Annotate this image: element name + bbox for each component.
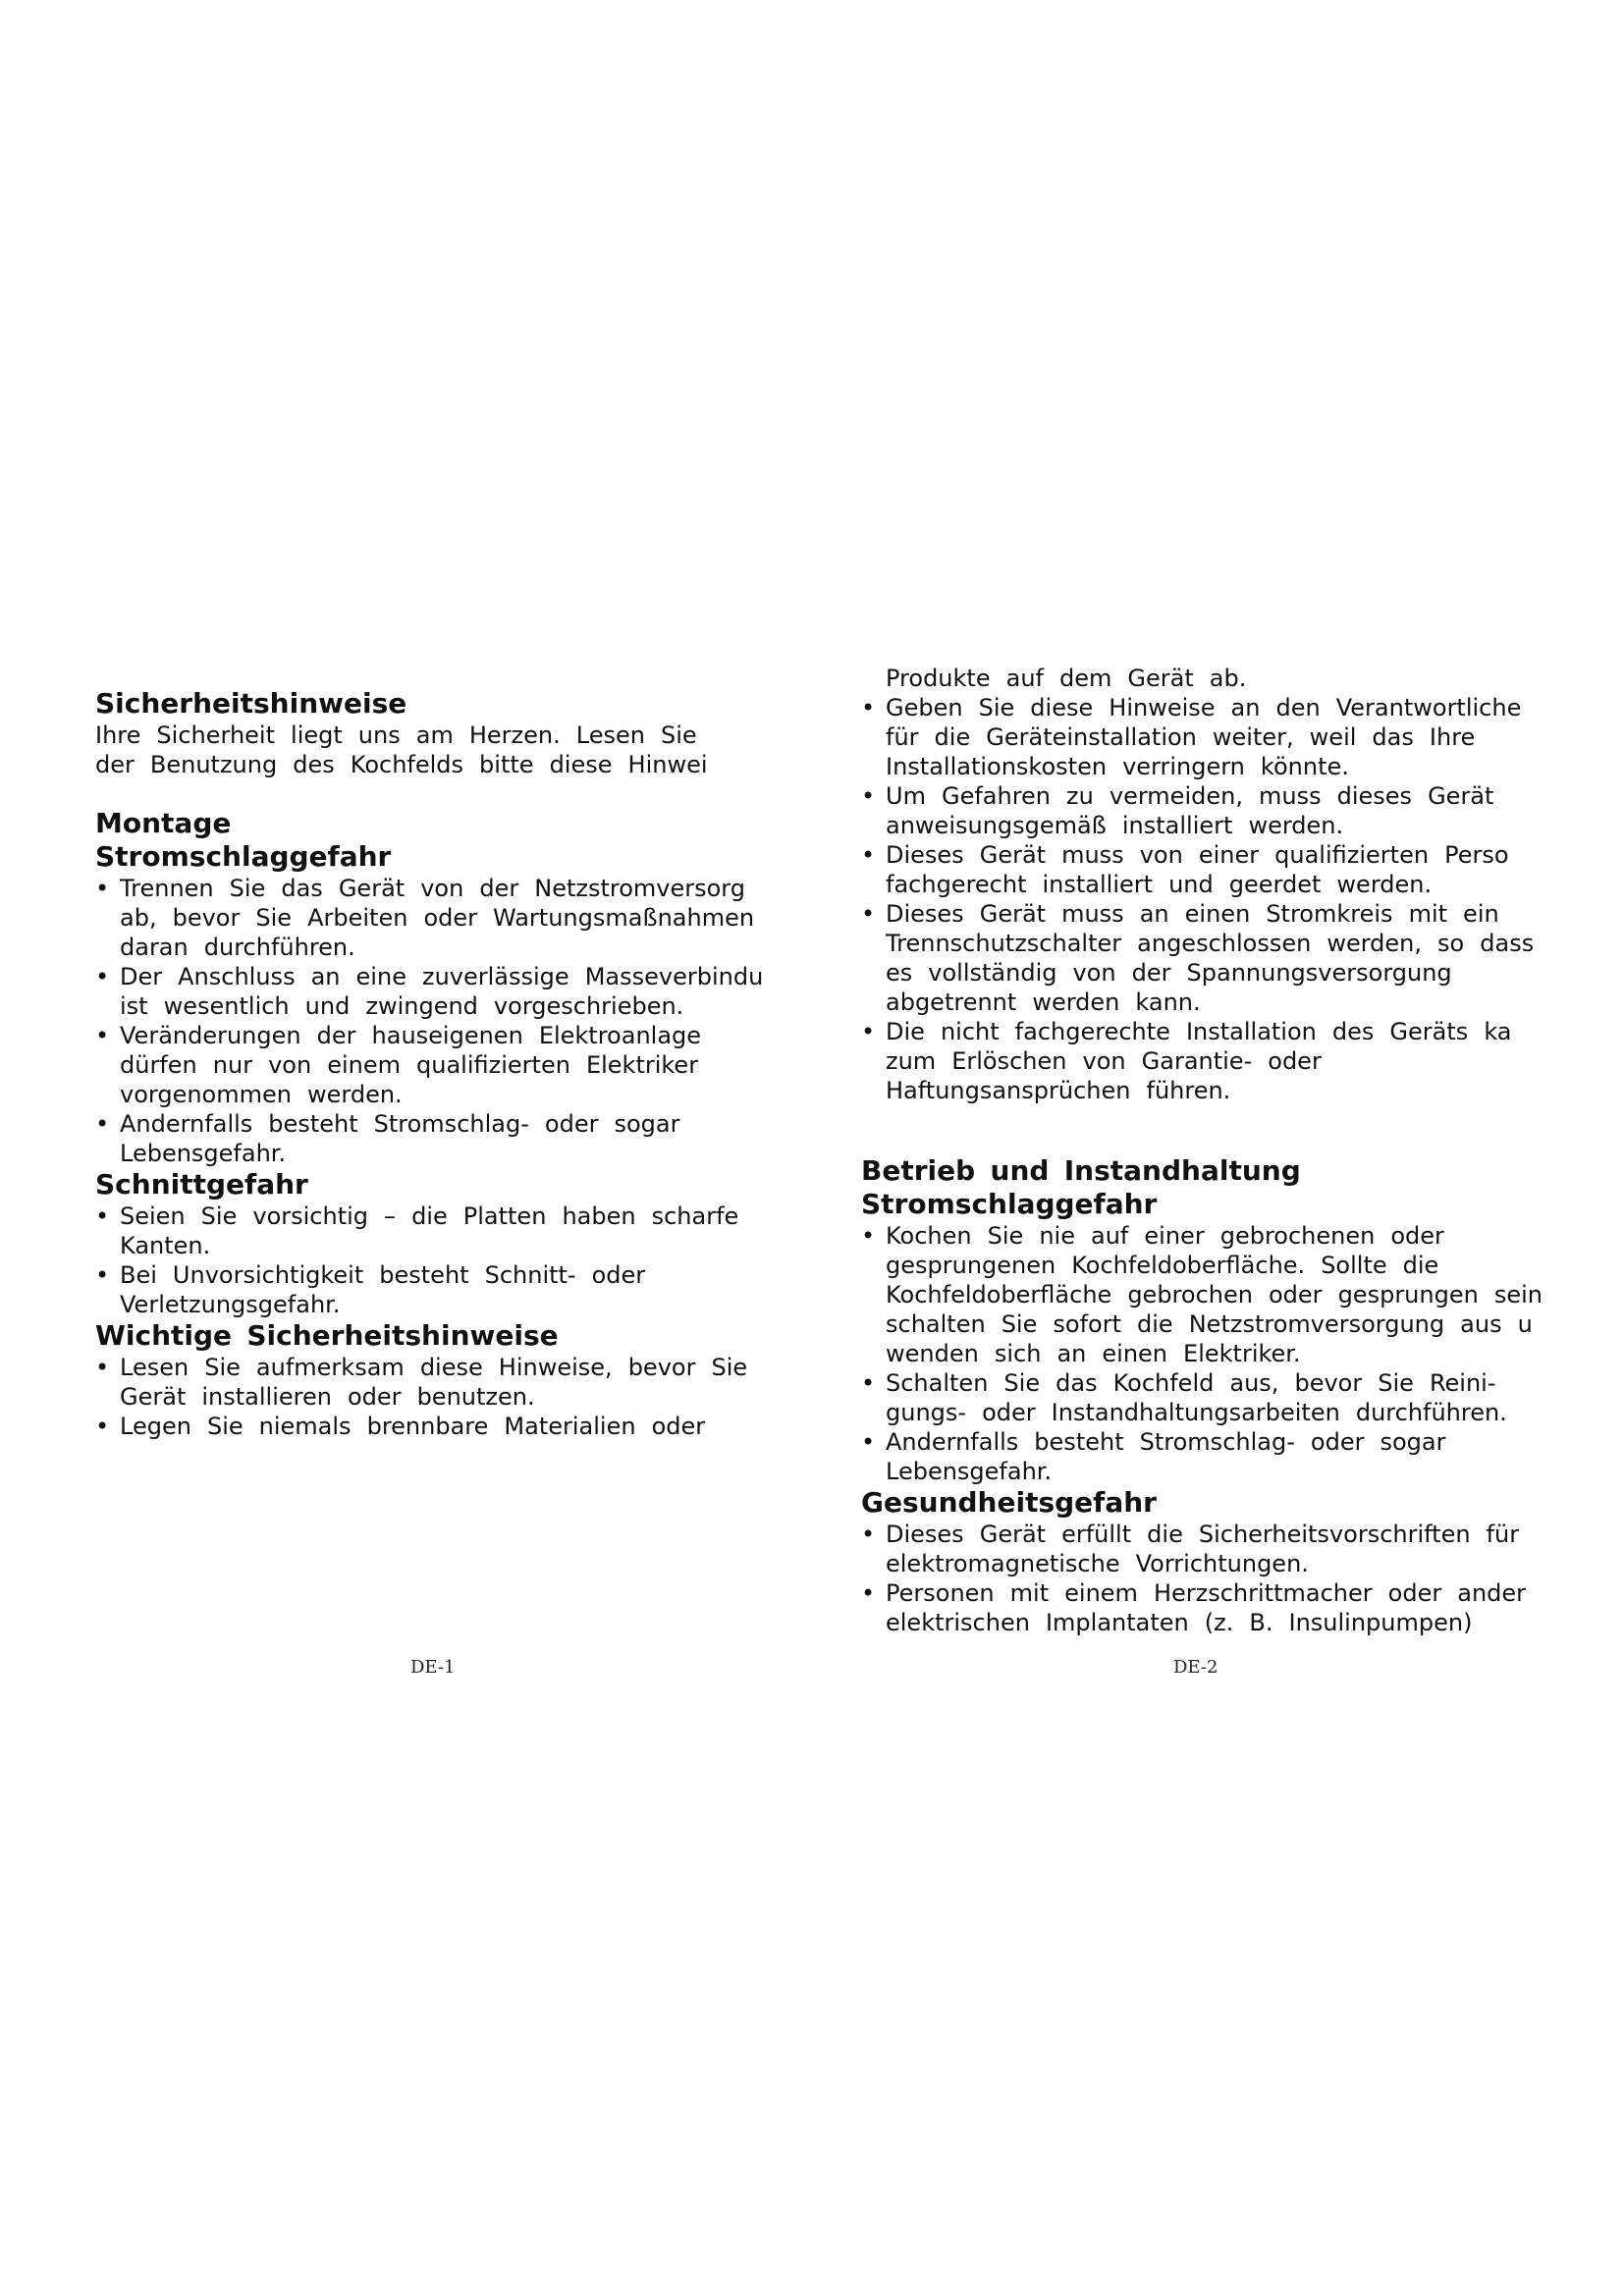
list-item-line: dürfen nur von einem qualifizierten Elektriker: [120, 1051, 699, 1079]
list-item-line: zum Erlöschen von Garantie- oder: [886, 1047, 1322, 1075]
list-item: [861, 1368, 1583, 1427]
page-title: Sicherheitshinweise: [95, 687, 407, 720]
section-heading-schnittgefahr: Schnittgefahr: [95, 1168, 308, 1201]
list-item: [861, 1578, 1583, 1637]
subheading-stromschlaggefahr: Stromschlaggefahr: [861, 1188, 1158, 1220]
list-item-line: fachgerecht installiert und geerdet werden.: [886, 871, 1433, 898]
list-item-line: • Der Anschluss an eine zuverlässige Masseverbindu: [120, 963, 764, 990]
right-page-column: [861, 664, 1583, 1637]
list-item-line: vorgenommen werden.: [120, 1081, 403, 1108]
list-item-line: • Lesen Sie aufmerksam diese Hinweise, bevor Sie: [120, 1354, 748, 1381]
list-item: [861, 781, 1583, 840]
list-item-line: • Trennen Sie das Gerät von der Netzstromversorg: [120, 875, 745, 902]
schnitt-list: [95, 1201, 820, 1319]
list-item: [861, 1017, 1583, 1105]
list-item-line: • Bei Unvorsichtigkeit besteht Schnitt- oder: [120, 1261, 646, 1289]
list-item: [861, 1427, 1583, 1486]
section-heading-wichtige: Wichtige Sicherheitshinweise: [95, 1319, 559, 1352]
list-item: [95, 962, 820, 1021]
list-item-line: • Dieses Gerät muss an einen Stromkreis mit ein: [886, 900, 1499, 928]
list-item: [95, 1021, 820, 1109]
list-item-line: • Dieses Gerät erfüllt die Sicherheitsvorschriften für: [886, 1521, 1520, 1548]
list-item-line: schalten Sie sofort die Netzstromversorgung aus u: [886, 1310, 1533, 1338]
list-item-line: ab, bevor Sie Arbeiten oder Wartungsmaßnahmen: [120, 904, 755, 932]
continuation-line: Produkte auf dem Gerät ab.: [886, 665, 1247, 692]
list-item: [95, 1201, 820, 1260]
list-item-line: wenden sich an einen Elektriker.: [886, 1340, 1301, 1367]
betrieb-list: [861, 1221, 1583, 1486]
list-item-line: Kanten.: [120, 1232, 211, 1259]
list-item-line: elektromagnetische Vorrichtungen.: [886, 1550, 1309, 1577]
list-item-line: • Dieses Gerät muss von einer qualifizierten Perso: [886, 841, 1509, 869]
list-item-line: Haftungsansprüchen führen.: [886, 1077, 1231, 1104]
list-item-line: ist wesentlich und zwingend vorgeschrieben.: [120, 992, 684, 1020]
list-item: [861, 840, 1583, 899]
list-item-line: • Andernfalls besteht Stromschlag- oder sogar: [120, 1110, 680, 1138]
list-item-line: gesprungenen Kochfeldoberfläche. Sollte die: [886, 1252, 1439, 1279]
wichtig-list: [95, 1353, 820, 1441]
left-page-column: [95, 687, 820, 1441]
list-item-line: • Seien Sie vorsichtig – die Platten haben scharfe: [120, 1202, 739, 1230]
list-item-line: • Legen Sie niemals brennbare Materialien oder: [120, 1413, 706, 1440]
list-item-line: Kochfeldoberfläche gebrochen oder gesprungen sein: [886, 1281, 1543, 1308]
list-item: [861, 1520, 1583, 1578]
list-item: [95, 1109, 820, 1168]
list-item: [95, 874, 820, 962]
list-item: [95, 1412, 820, 1441]
list-item-line: • Andernfalls besteht Stromschlag- oder sogar: [886, 1428, 1446, 1456]
list-item: [861, 693, 1583, 781]
list-item-line: • Personen mit einem Herzschrittmacher oder ander: [886, 1579, 1527, 1607]
list-item-line: Installationskosten verringern könnte.: [886, 753, 1349, 780]
installation-list: [861, 693, 1583, 1105]
section-heading-gesundheitsgefahr: Gesundheitsgefahr: [861, 1486, 1157, 1519]
subheading-stromschlaggefahr: Stromschlaggefahr: [95, 840, 392, 873]
list-item-line: es vollständig von der Spannungsversorgung: [886, 959, 1452, 987]
list-item: [95, 1353, 820, 1412]
list-item-line: • Um Gefahren zu vermeiden, muss dieses Gerät: [886, 782, 1494, 810]
intro-line: der Benutzung des Kochfelds bitte diese Hinwei: [95, 751, 708, 778]
list-item-line: Lebensgefahr.: [886, 1458, 1053, 1485]
list-item-line: • Kochen Sie nie auf einer gebrochenen oder: [886, 1222, 1444, 1250]
list-item-line: für die Geräteinstallation weiter, weil das Ihre: [886, 723, 1476, 751]
list-item-line: • Schalten Sie das Kochfeld aus, bevor Sie Reini-: [886, 1369, 1496, 1397]
list-item-line: Lebensgefahr.: [120, 1140, 287, 1167]
list-item-line: abgetrennt werden kann.: [886, 988, 1201, 1016]
list-item-line: gungs- oder Instandhaltungsarbeiten durchführen.: [886, 1399, 1507, 1426]
list-item-line: • Die nicht fachgerechte Installation des Geräts ka: [886, 1018, 1512, 1045]
list-item-line: elektrischen Implantaten (z. B. Insulinpumpen): [886, 1609, 1473, 1636]
list-item: [95, 1260, 820, 1319]
page-number-left: DE-1: [410, 1657, 456, 1678]
list-item-line: • Geben Sie diese Hinweise an den Verantwortliche: [886, 694, 1522, 721]
list-item-line: Trennschutzschalter angeschlossen werden, so dass: [886, 930, 1535, 957]
intro-paragraph: [95, 721, 820, 779]
list-item-line: anweisungsgemäß installiert werden.: [886, 812, 1344, 839]
list-item: [861, 1221, 1583, 1368]
section-heading-montage: Montage: [95, 807, 232, 839]
section-heading-betrieb: Betrieb und Instandhaltung: [861, 1154, 1301, 1187]
list-item-line: Verletzungsgefahr.: [120, 1291, 341, 1318]
list-item-line: daran durchführen.: [120, 934, 355, 961]
page-number-right: DE-2: [1173, 1657, 1218, 1678]
list-item-line: Gerät installieren oder benutzen.: [120, 1383, 535, 1411]
gesundheit-list: [861, 1520, 1583, 1637]
list-item-line: • Veränderungen der hauseigenen Elektroanlage: [120, 1022, 702, 1049]
intro-line: Ihre Sicherheit liegt uns am Herzen. Lesen Sie: [95, 721, 697, 749]
list-item: [861, 899, 1583, 1017]
montage-list: [95, 874, 820, 1168]
